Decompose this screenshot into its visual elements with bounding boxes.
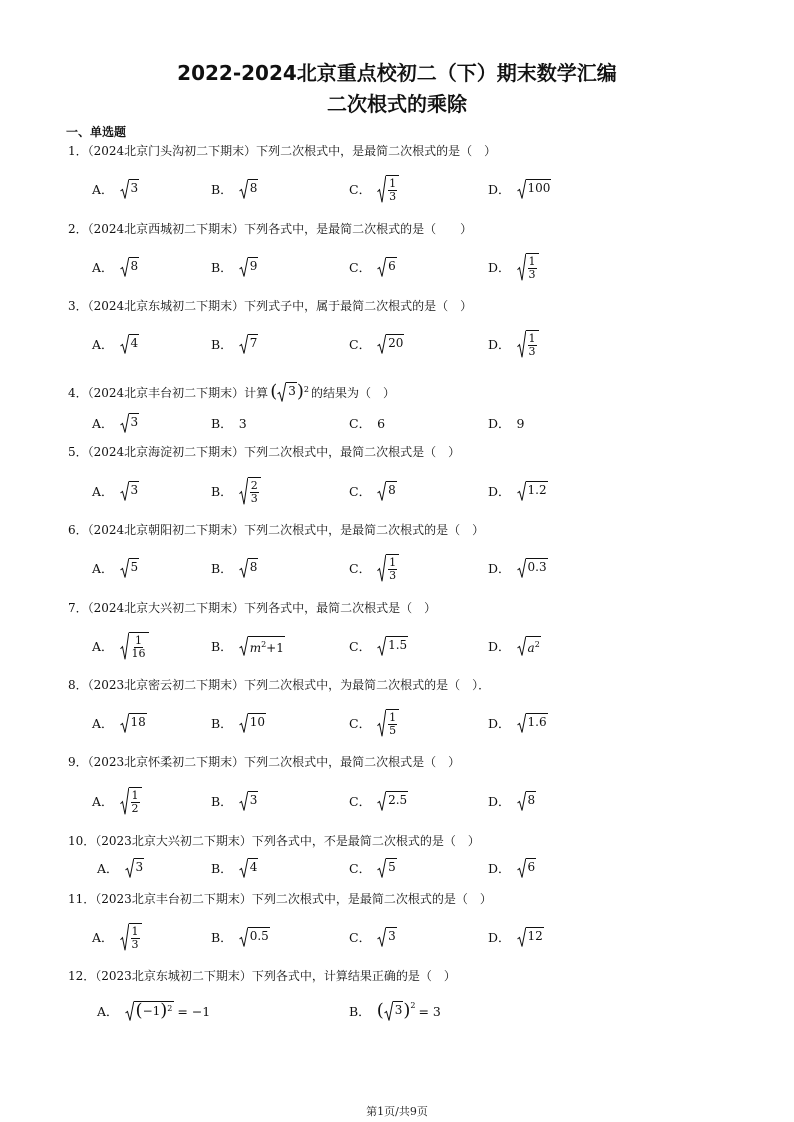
option-expression: $\frac{1}{3}$ bbox=[517, 330, 539, 358]
question-5-option-c[interactable] bbox=[349, 481, 397, 501]
option-label: C． bbox=[349, 484, 372, 499]
question-7-option-c[interactable] bbox=[349, 636, 408, 656]
option-label: A． bbox=[92, 561, 114, 576]
option-expression: 8 bbox=[239, 179, 259, 199]
option-label: C． bbox=[349, 416, 372, 431]
question-number: 11． bbox=[68, 892, 96, 906]
question-2-option-d[interactable] bbox=[488, 253, 539, 281]
question-10-option-b[interactable] bbox=[211, 858, 258, 878]
question-8-option-c[interactable] bbox=[349, 709, 399, 737]
option-label: A． bbox=[92, 337, 114, 352]
option-label: B． bbox=[211, 639, 233, 654]
option-expression: ( 3 ) $^2$ = 3 bbox=[376, 1000, 441, 1021]
option-expression: 6 bbox=[517, 858, 537, 878]
question-text: （2023北京怀柔初二下期末）下列二次根式中，最简二次根式是（ ） bbox=[87, 755, 461, 769]
question-text: （2023北京东城初二下期末）下列各式中，计算结果正确的是（ ） bbox=[95, 969, 456, 983]
section-heading: 一、单选题 bbox=[66, 125, 127, 139]
question-number: 5． bbox=[68, 445, 88, 459]
question-12-option-b[interactable] bbox=[349, 1001, 441, 1021]
question-7-option-d[interactable] bbox=[488, 636, 541, 656]
question-4-option-d[interactable] bbox=[488, 414, 524, 432]
question-6-option-d[interactable] bbox=[488, 558, 548, 578]
option-label: C． bbox=[349, 794, 372, 809]
option-label: A． bbox=[92, 182, 114, 197]
option-expression: 2.5 bbox=[377, 791, 408, 811]
question-text: （2024北京朝阳初二下期末）下列二次根式中，是最简二次根式的是（ ） bbox=[87, 523, 485, 537]
question-text: 的结果为（ ） bbox=[310, 386, 395, 400]
question-number: 12． bbox=[68, 969, 96, 983]
question-text: （2024北京西城初二下期末）下列各式中，是最简二次根式的是（ ） bbox=[87, 222, 473, 236]
option-expression: 4 bbox=[120, 334, 140, 354]
question-expression: ( 3 ) 2 bbox=[270, 381, 309, 402]
option-expression: 3 bbox=[377, 927, 397, 947]
option-expression: 4 bbox=[239, 858, 259, 878]
option-expression: 1.5 bbox=[377, 636, 408, 656]
option-expression: 20 bbox=[377, 334, 404, 354]
option-expression: 5 bbox=[120, 558, 140, 578]
question-8-option-a[interactable] bbox=[92, 713, 147, 733]
option-label: D． bbox=[488, 182, 511, 197]
option-expression: $\frac{1}{16}$ bbox=[120, 632, 149, 660]
option-label: C． bbox=[349, 639, 372, 654]
question-4-option-b[interactable] bbox=[211, 414, 247, 432]
question-4-option-a[interactable] bbox=[92, 413, 139, 433]
option-label: D． bbox=[488, 561, 511, 576]
option-label: A． bbox=[92, 416, 114, 431]
question-text: （2024北京丰台初二下期末）计算 bbox=[87, 386, 269, 400]
option-label: A． bbox=[92, 639, 114, 654]
option-expression: 3 bbox=[238, 415, 247, 431]
question-5-option-a[interactable] bbox=[92, 481, 139, 501]
option-label: D． bbox=[488, 716, 511, 731]
option-expression: 3 bbox=[125, 858, 145, 878]
option-expression: 0.5 bbox=[239, 927, 270, 947]
option-label: B． bbox=[211, 416, 233, 431]
question-9-option-a[interactable] bbox=[92, 787, 142, 815]
option-expression: $m^2+1$ bbox=[239, 636, 285, 656]
question-2-stem bbox=[68, 221, 472, 237]
option-expression: 1.2 bbox=[517, 481, 548, 501]
option-expression: 6 bbox=[377, 257, 397, 277]
question-4-option-c[interactable] bbox=[349, 414, 385, 432]
question-text: （2024北京大兴初二下期末）下列各式中，最简二次根式是（ ） bbox=[87, 601, 437, 615]
question-11-option-b[interactable] bbox=[211, 927, 270, 947]
question-text: （2024北京海淀初二下期末）下列二次根式中，最简二次根式是（ ） bbox=[87, 445, 461, 459]
question-7-option-b[interactable] bbox=[211, 636, 285, 656]
question-text: （2023北京大兴初二下期末）下列各式中，不是最简二次根式的是（ ） bbox=[95, 834, 480, 848]
option-label: D． bbox=[488, 484, 511, 499]
option-expression: 100 bbox=[517, 179, 552, 199]
question-number: 6． bbox=[68, 523, 88, 537]
question-1-option-d[interactable] bbox=[488, 179, 551, 199]
option-expression: $\frac{2}{3}$ bbox=[239, 477, 261, 505]
question-12-option-a[interactable] bbox=[97, 1001, 210, 1021]
question-3-option-b[interactable] bbox=[211, 334, 258, 354]
question-3-option-c[interactable] bbox=[349, 334, 404, 354]
question-text: （2024北京东城初二下期末）下列式子中，属于最简二次根式的是（ ） bbox=[87, 299, 473, 313]
option-label: A． bbox=[97, 861, 119, 876]
question-3-option-a[interactable] bbox=[92, 334, 139, 354]
option-expression: 8 bbox=[239, 558, 259, 578]
question-3-option-d[interactable] bbox=[488, 330, 539, 358]
question-text: （2023北京丰台初二下期末）下列二次根式中，是最简二次根式的是（ ） bbox=[95, 892, 492, 906]
option-label: B． bbox=[211, 337, 233, 352]
question-12-stem bbox=[68, 968, 456, 984]
question-9-option-d[interactable] bbox=[488, 791, 536, 811]
option-label: A． bbox=[92, 716, 114, 731]
option-label: A． bbox=[92, 484, 114, 499]
option-expression: 8 bbox=[377, 481, 397, 501]
option-expression: 8 bbox=[120, 257, 140, 277]
option-expression: 0.3 bbox=[517, 558, 548, 578]
question-6-option-c[interactable] bbox=[349, 554, 399, 582]
question-text: （2024北京门头沟初二下期末）下列二次根式中，是最简二次根式的是（ ） bbox=[87, 144, 497, 158]
option-label: D． bbox=[488, 260, 511, 275]
option-label: C． bbox=[349, 260, 372, 275]
option-label: D． bbox=[488, 794, 511, 809]
question-number: 8． bbox=[68, 678, 88, 692]
question-5-option-b[interactable] bbox=[211, 477, 261, 505]
option-label: B． bbox=[349, 1004, 371, 1019]
question-5-option-d[interactable] bbox=[488, 481, 548, 501]
question-2-option-c[interactable] bbox=[349, 257, 397, 277]
question-9-option-c[interactable] bbox=[349, 791, 408, 811]
question-number: 9． bbox=[68, 755, 88, 769]
option-expression: 7 bbox=[239, 334, 259, 354]
option-expression: $\frac{1}{3}$ bbox=[377, 175, 399, 203]
option-label: D． bbox=[488, 930, 511, 945]
question-11-option-c[interactable] bbox=[349, 927, 397, 947]
question-10-option-d[interactable] bbox=[488, 858, 536, 878]
question-number: 3． bbox=[68, 299, 88, 313]
question-2-option-b[interactable] bbox=[211, 257, 258, 277]
question-8-stem bbox=[68, 677, 490, 693]
option-expression: ( −1 ) 2 = −1 bbox=[125, 1001, 211, 1021]
question-8-option-d[interactable] bbox=[488, 713, 548, 733]
page-title: 2022-2024北京重点校初二（下）期末数学汇编 bbox=[177, 61, 617, 85]
option-label: D． bbox=[488, 639, 511, 654]
question-7-stem bbox=[68, 600, 436, 616]
option-label: D． bbox=[488, 416, 511, 431]
option-label: C． bbox=[349, 337, 372, 352]
option-label: B． bbox=[211, 484, 233, 499]
option-label: A． bbox=[92, 930, 114, 945]
option-label: D． bbox=[488, 337, 511, 352]
question-11-option-a[interactable] bbox=[92, 923, 142, 951]
option-expression: $a^2$ bbox=[517, 636, 541, 656]
question-text: （2023北京密云初二下期末）下列二次根式中，为最简二次根式的是（ ）． bbox=[87, 678, 491, 692]
question-1-option-b[interactable] bbox=[211, 179, 258, 199]
question-number: 4． bbox=[68, 386, 88, 400]
question-9-option-b[interactable] bbox=[211, 791, 258, 811]
option-label: C． bbox=[349, 182, 372, 197]
option-label: B． bbox=[211, 716, 233, 731]
question-10-stem bbox=[68, 833, 480, 849]
option-label: C． bbox=[349, 716, 372, 731]
question-6-option-b[interactable] bbox=[211, 558, 258, 578]
option-expression: 3 bbox=[120, 179, 140, 199]
option-expression: 12 bbox=[517, 927, 544, 947]
option-label: C． bbox=[349, 930, 372, 945]
option-label: C． bbox=[349, 561, 372, 576]
question-8-option-b[interactable] bbox=[211, 713, 266, 733]
page-subtitle: 二次根式的乘除 bbox=[327, 92, 467, 116]
option-label: A． bbox=[97, 1004, 119, 1019]
option-expression: 9 bbox=[516, 415, 525, 431]
question-3-stem bbox=[68, 298, 472, 314]
option-expression: 3 bbox=[120, 481, 140, 501]
question-number: 10． bbox=[68, 834, 96, 848]
question-number: 7． bbox=[68, 601, 88, 615]
option-expression: 8 bbox=[517, 791, 537, 811]
option-label: B． bbox=[211, 561, 233, 576]
option-expression: $\frac{1}{3}$ bbox=[120, 923, 142, 951]
question-1-option-c[interactable] bbox=[349, 175, 399, 203]
question-5-stem bbox=[68, 444, 460, 460]
question-10-option-a[interactable] bbox=[97, 858, 144, 878]
option-label: A． bbox=[92, 794, 114, 809]
question-number: 2． bbox=[68, 222, 88, 236]
question-2-option-a[interactable] bbox=[92, 257, 139, 277]
question-7-option-a[interactable] bbox=[92, 632, 149, 660]
question-11-stem bbox=[68, 891, 492, 907]
option-expression: 18 bbox=[120, 713, 147, 733]
option-expression: $\frac{1}{5}$ bbox=[377, 709, 399, 737]
question-10-option-c[interactable] bbox=[349, 858, 397, 878]
option-label: B． bbox=[211, 260, 233, 275]
question-6-stem bbox=[68, 522, 484, 538]
question-11-option-d[interactable] bbox=[488, 927, 544, 947]
option-expression: $\frac{1}{2}$ bbox=[120, 787, 142, 815]
option-label: C． bbox=[349, 861, 372, 876]
option-expression: 6 bbox=[377, 415, 386, 431]
question-9-stem bbox=[68, 754, 460, 770]
question-1-stem bbox=[68, 143, 496, 159]
option-label: D． bbox=[488, 861, 511, 876]
option-expression: 3 bbox=[239, 791, 259, 811]
option-label: B． bbox=[211, 794, 233, 809]
option-expression: 9 bbox=[239, 257, 259, 277]
option-expression: $\frac{1}{3}$ bbox=[377, 554, 399, 582]
option-expression: 5 bbox=[377, 858, 397, 878]
option-expression: 1.6 bbox=[517, 713, 548, 733]
question-6-option-a[interactable] bbox=[92, 558, 139, 578]
option-label: B． bbox=[211, 861, 233, 876]
option-label: A． bbox=[92, 260, 114, 275]
question-number: 1． bbox=[68, 144, 88, 158]
option-expression: 10 bbox=[239, 713, 266, 733]
option-label: B． bbox=[211, 930, 233, 945]
question-4-stem bbox=[68, 382, 395, 402]
option-label: B． bbox=[211, 182, 233, 197]
option-expression: $\frac{1}{3}$ bbox=[517, 253, 539, 281]
option-expression: 3 bbox=[120, 413, 140, 433]
page-footer: 第1页/共9页 bbox=[366, 1105, 428, 1118]
question-1-option-a[interactable] bbox=[92, 179, 139, 199]
